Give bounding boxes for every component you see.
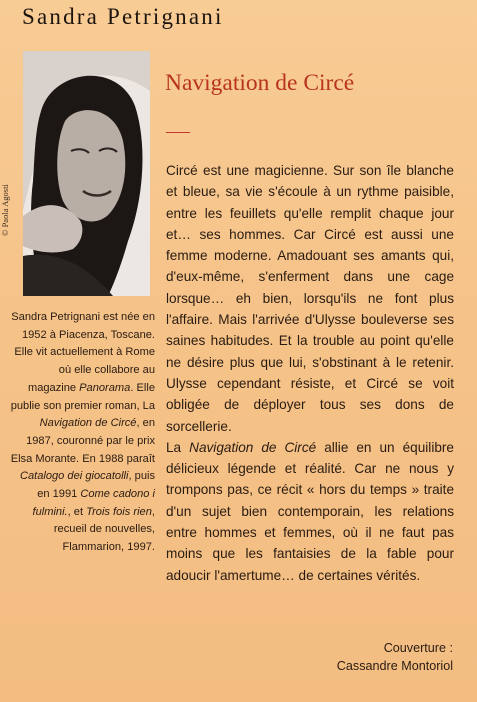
cover-credit xyxy=(337,639,453,675)
bio-text: , en 1987, couronné par le prix Elsa Morante. En 1988 paraît xyxy=(10,417,155,465)
book-summary xyxy=(166,160,454,586)
book-title: Navigation de Circé xyxy=(165,70,355,96)
bio-novel: Navigation de Circé xyxy=(39,417,137,430)
bio-text: , puis en 1991 xyxy=(37,470,155,501)
bio-text: , et xyxy=(67,505,87,518)
bio-magazine: Panorama xyxy=(79,381,131,394)
title-divider xyxy=(166,132,190,133)
cover-artist: Cassandre Montoriol xyxy=(336,659,453,673)
bio-text: , recueil de nouvelles, Flammarion, 1997. xyxy=(53,505,155,554)
bio-text: Sandra Petrignani est née en 1952 à Piacenza, Toscane. Elle vit actuellement à Rome où elle collabore au magazine xyxy=(11,311,155,394)
summary-text: La xyxy=(166,439,190,455)
summary-paragraph xyxy=(166,437,454,586)
bio-book: Come cadono i fulmini. xyxy=(32,488,155,518)
bio-text: . Elle publie son premier roman, La xyxy=(10,381,155,412)
author-photo xyxy=(23,51,150,296)
cover-label: Couverture : xyxy=(383,641,453,655)
author-bio xyxy=(9,309,155,557)
summary-title: Navigation de Circé xyxy=(189,439,317,455)
author-name: Sandra Petrignani xyxy=(22,4,224,29)
summary-paragraph: Circé est une magicienne. Sur son île blanche et bleue, sa vie s'écoule à un rythme paisible, entre les feuillets qu'elle remplit chaque jour et… ses hommes. Car Circé est aussi une femme moderne. Amadouant ses amants qui, d'eux-même, s'enferment dans une cage lorsque… eh bien, lorsqu'ils ne font plus l'affaire. Mais l'arrivée d'Ulysse bouleverse ses saines habitudes. Et la trouble au point qu'elle ne désire plus que lui, s'obstinant à le retenir. Ulysse cependant résiste, et Circé se voit obligée de déployer tous ses dons de sorcellerie. xyxy=(166,163,454,434)
bio-book: Catalogo dei giocatolli xyxy=(19,470,129,483)
bio-book: Trois fois rien xyxy=(86,505,152,518)
photo-credit: © Paola Agosti xyxy=(0,184,10,236)
summary-text: allie en un équilibre délicieux légende et réalité. Car ne nous y trompons pas, ce récit « hors du temps » traite d'un sujet bien contemporain, les relations entre hommes et femmes, où il ne faut pas moins que les fantaisies de la fable pour adoucir l'amertume… de certaines vérités. xyxy=(166,439,454,583)
